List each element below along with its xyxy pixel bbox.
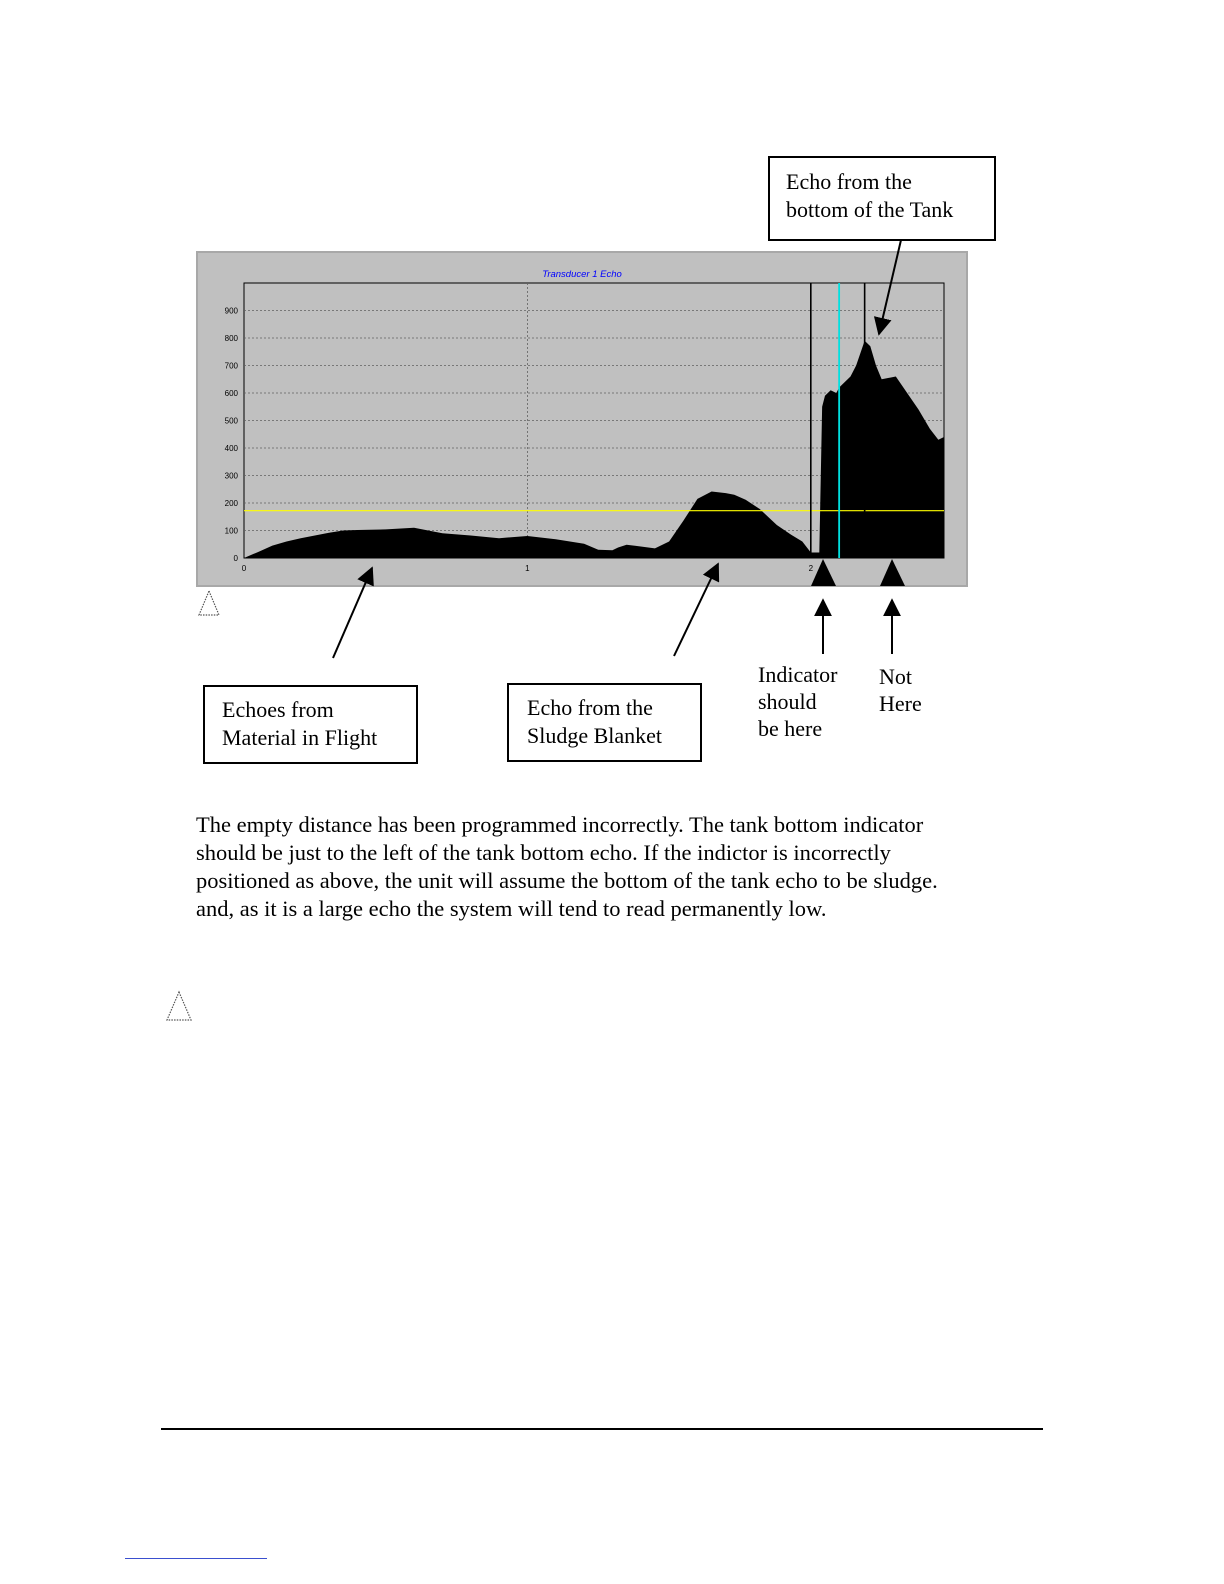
arrow-tank-bottom xyxy=(879,240,901,334)
callout-line: Echo from the xyxy=(527,695,653,720)
arrow-sludge-blanket xyxy=(674,564,718,656)
label-line: be here xyxy=(758,716,823,741)
chart-title: Transducer 1 Echo xyxy=(542,269,622,280)
y-tick-label: 900 xyxy=(224,306,238,316)
callout-line: Echo from the xyxy=(786,169,912,194)
footer-link-underline xyxy=(125,1558,267,1559)
callout-line: Material in Flight xyxy=(222,725,378,750)
callout-material-in-flight xyxy=(203,685,418,764)
y-tick-label: 600 xyxy=(224,389,238,398)
indicator-marker-not-here xyxy=(880,559,905,586)
paragraph-line: should be just to the left of the tank bottom echo. If the indictor is incorrectly xyxy=(196,840,891,865)
y-tick-label: 700 xyxy=(224,361,238,371)
callout-line: Sludge Blanket xyxy=(527,723,663,748)
y-tick-label: 500 xyxy=(224,416,238,426)
footer-divider xyxy=(161,1428,1043,1430)
y-tick-label: 0 xyxy=(233,554,238,563)
y-tick-label: 800 xyxy=(224,334,238,343)
label-line: Not xyxy=(879,664,912,689)
paragraph-line: The empty distance has been programmed incorrectly. The tank bottom indicator xyxy=(196,812,924,837)
callout-sludge-blanket xyxy=(507,683,702,762)
indicator-marker-should xyxy=(808,559,836,586)
y-tick-label: 400 xyxy=(224,444,238,453)
label-line: should xyxy=(758,689,817,714)
paragraph-line: positioned as above, the unit will assume the bottom of the tank echo to be sludge. xyxy=(196,868,938,893)
label-line: Indicator xyxy=(758,662,838,687)
y-tick-label: 100 xyxy=(224,526,238,536)
x-tick-label: 2 xyxy=(808,564,814,573)
callout-line: bottom of the Tank xyxy=(786,197,954,222)
label-not-here xyxy=(879,663,922,717)
y-tick-label: 300 xyxy=(224,471,238,481)
label-line: Here xyxy=(879,691,922,716)
callout-line: Echoes from xyxy=(222,697,334,722)
label-indicator-should xyxy=(758,661,837,742)
y-tick-label: 200 xyxy=(224,499,238,508)
x-tick-label: 1 xyxy=(525,564,530,573)
warning-triangle-icon xyxy=(165,990,193,1024)
paragraph-line: and, as it is a large echo the system will tend to read permanently low. xyxy=(196,896,827,921)
explanation-paragraph xyxy=(196,811,996,923)
arrow-material-in-flight xyxy=(333,568,372,658)
x-tick-label: 0 xyxy=(241,564,247,573)
